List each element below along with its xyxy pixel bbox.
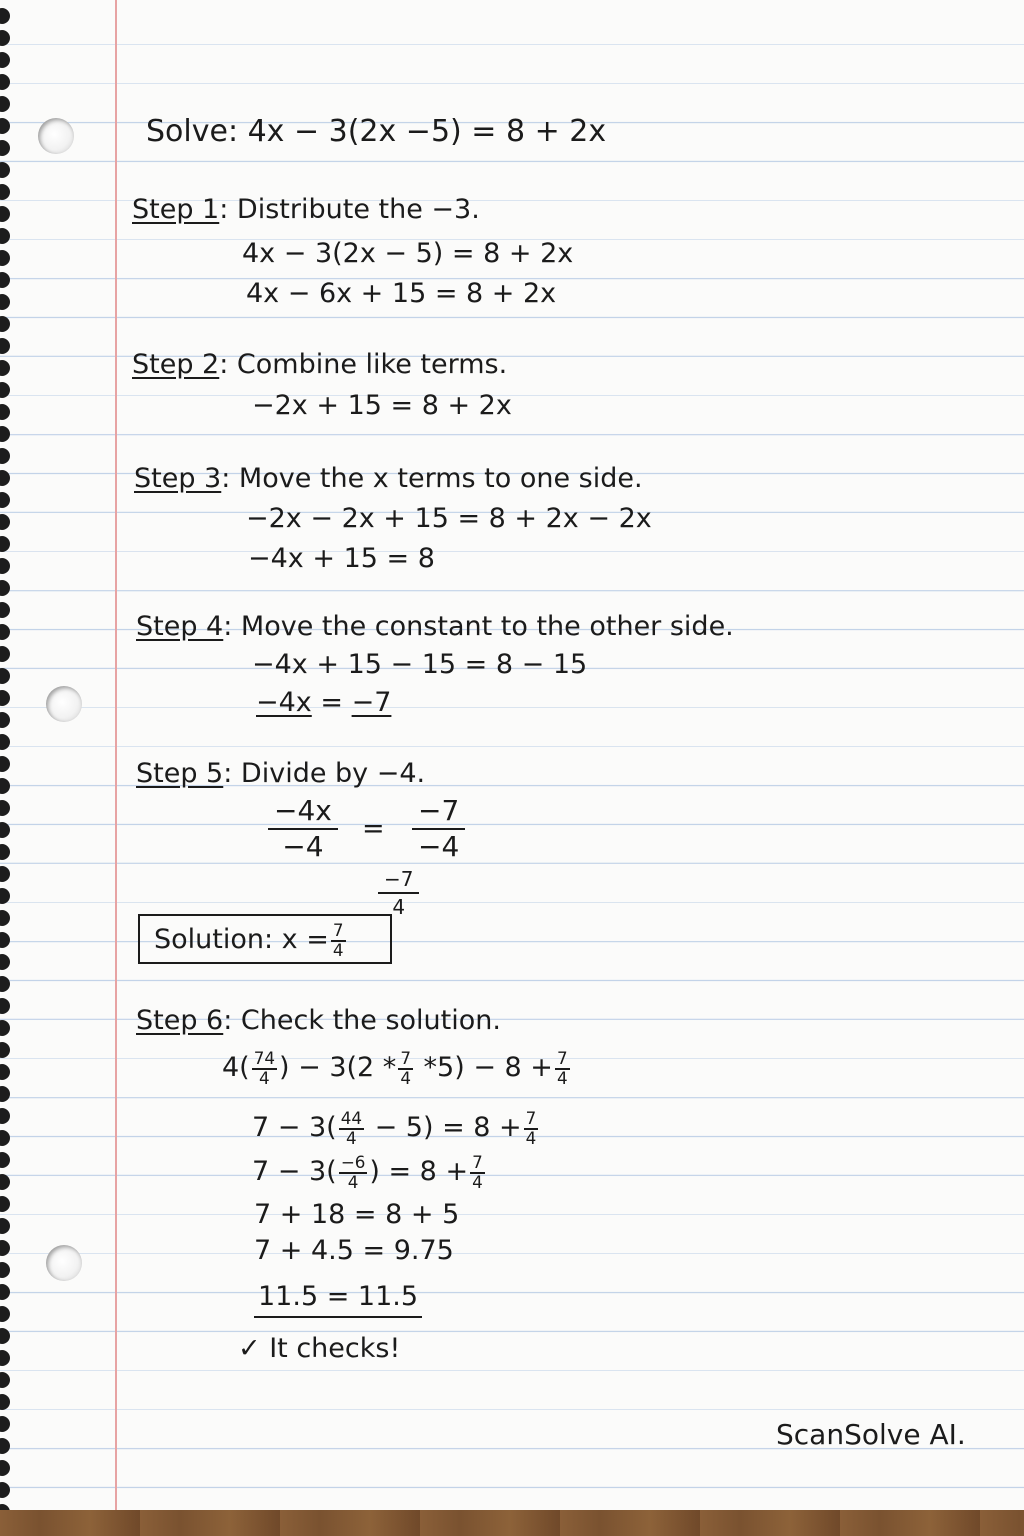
spiral-coil [0, 844, 10, 860]
spiral-coil [0, 624, 10, 640]
step6-l2-frac2-num: 7 [525, 1108, 537, 1128]
spiral-coil [0, 1460, 10, 1476]
spiral-binding [0, 0, 14, 1510]
spiral-coil [0, 646, 10, 662]
spiral-coil [0, 250, 10, 266]
spiral-coil [0, 756, 10, 772]
step5-right-numerator: −7 [412, 794, 465, 830]
spiral-coil [0, 140, 10, 156]
step3-label: Step 3 [134, 463, 222, 494]
spiral-coil [0, 1020, 10, 1036]
spiral-coil [0, 734, 10, 750]
step6-l1-frac2-num: 7 [400, 1048, 411, 1068]
step6-l1-frac1 [252, 1050, 277, 1087]
spiral-coil [0, 1438, 10, 1454]
step6-l1-frac3-den: 4 [556, 1067, 568, 1088]
spiral-coil [0, 228, 10, 244]
step1-text: : Distribute the −3. [219, 194, 480, 225]
spiral-coil [0, 602, 10, 618]
step4-line2-left: −4x [256, 687, 312, 718]
step6-l2-frac2 [524, 1110, 539, 1147]
step3-heading [134, 462, 643, 496]
spiral-coil [0, 1482, 10, 1498]
spiral-coil [0, 470, 10, 486]
step4-line2 [256, 686, 391, 720]
step6-l1-c: *5) − 8 + [414, 1052, 553, 1084]
spiral-coil [0, 800, 10, 816]
punch-hole-top [38, 118, 74, 154]
problem-statement: Solve: 4x − 3(2x −5) = 8 + 2x [146, 114, 607, 149]
step5-side-fraction [378, 866, 419, 920]
step2-heading [132, 348, 507, 382]
spiral-coil [0, 1218, 10, 1234]
step4-heading [136, 610, 734, 644]
step6-l2-frac1-den: 4 [346, 1127, 357, 1148]
step5-equals: = [362, 813, 385, 844]
step3-line2: −4x + 15 = 8 [248, 543, 435, 574]
spiral-coil [0, 360, 10, 376]
step6-final-underline [254, 1316, 422, 1318]
solution-denominator: 4 [332, 939, 344, 960]
step5-side-denominator: 4 [392, 895, 406, 919]
spiral-coil [0, 8, 10, 24]
step4-label: Step 4 [136, 611, 224, 642]
step5-left-fraction [268, 794, 338, 864]
spiral-coil [0, 294, 10, 310]
step5-right-fraction [412, 794, 465, 864]
spiral-coil [0, 206, 10, 222]
step5-right-denominator: −4 [418, 830, 460, 863]
step1-line2: 4x − 6x + 15 = 8 + 2x [246, 278, 557, 309]
spiral-coil [0, 1174, 10, 1190]
spiral-coil [0, 778, 10, 794]
step5-heading [136, 757, 425, 791]
spiral-coil [0, 1196, 10, 1212]
spiral-coil [0, 52, 10, 68]
spiral-coil [0, 1042, 10, 1058]
spiral-coil [0, 162, 10, 178]
spiral-coil [0, 30, 10, 46]
spiral-coil [0, 1130, 10, 1146]
spiral-coil [0, 1350, 10, 1366]
step6-l2-frac1 [339, 1110, 364, 1147]
spiral-coil [0, 1372, 10, 1388]
spiral-coil [0, 448, 10, 464]
step6-line5: 7 + 4.5 = 9.75 [254, 1235, 454, 1266]
spiral-coil [0, 74, 10, 90]
step6-l3-b: ) = 8 + [369, 1156, 469, 1188]
step6-l3-frac1 [339, 1154, 368, 1191]
step6-l2-frac2-den: 4 [525, 1127, 537, 1148]
step5-label: Step 5 [136, 758, 224, 789]
step6-l2-b: − 5) = 8 + [365, 1112, 522, 1144]
step5-text: : Divide by −4. [223, 758, 426, 789]
spiral-coil [0, 1108, 10, 1124]
step3-line1: −2x − 2x + 15 = 8 + 2x − 2x [246, 503, 652, 534]
spiral-coil [0, 404, 10, 420]
margin-line [115, 0, 117, 1510]
check-mark-text: ✓ It checks! [238, 1333, 401, 1364]
step6-l2-a: 7 − 3( [252, 1112, 337, 1144]
step6-l3-frac2-den: 4 [472, 1171, 483, 1192]
step1-line1: 4x − 3(2x − 5) = 8 + 2x [242, 238, 574, 269]
step4-line2-eq: = [320, 687, 343, 718]
step2-label: Step 2 [132, 349, 220, 380]
spiral-coil [0, 712, 10, 728]
step6-l1-b: ) − 3(2 * [279, 1052, 397, 1084]
step6-l3-frac1-den: 4 [347, 1171, 359, 1192]
spiral-coil [0, 580, 10, 596]
step6-l1-frac1-num: 74 [253, 1048, 276, 1068]
step6-text: : Check the solution. [223, 1005, 501, 1036]
step4-line2-right: −7 [351, 687, 392, 718]
step6-line2 [252, 1110, 540, 1147]
step6-l3-a: 7 − 3( [252, 1156, 337, 1188]
spiral-coil [0, 1328, 10, 1344]
step6-l3-frac1-num: −6 [340, 1152, 366, 1172]
step6-line3 [252, 1154, 487, 1191]
spiral-coil [0, 1262, 10, 1278]
step1-heading [132, 193, 480, 227]
solution-numerator: 7 [332, 920, 344, 940]
spiral-coil [0, 888, 10, 904]
spiral-coil [0, 932, 10, 948]
spiral-coil [0, 184, 10, 200]
step1-label: Step 1 [132, 194, 220, 225]
step6-l1-frac3-num: 7 [556, 1048, 568, 1068]
step4-line1: −4x + 15 − 15 = 8 − 15 [252, 649, 588, 680]
step6-l3-frac2 [470, 1154, 485, 1191]
solution-text [154, 922, 348, 959]
spiral-coil [0, 1306, 10, 1322]
spiral-coil [0, 118, 10, 134]
spiral-coil [0, 492, 10, 508]
step6-l2-frac1-num: 44 [340, 1108, 362, 1128]
spiral-coil [0, 668, 10, 684]
spiral-coil [0, 910, 10, 926]
watermark: ScanSolve AI. [776, 1418, 966, 1451]
spiral-coil [0, 272, 10, 288]
spiral-coil [0, 536, 10, 552]
step6-line4: 7 + 18 = 8 + 5 [254, 1199, 460, 1230]
step4-text: : Move the constant to the other side. [223, 611, 734, 642]
step6-l1-a: 4( [222, 1052, 250, 1084]
spiral-coil [0, 426, 10, 442]
step5-left-numerator: −4x [268, 794, 338, 830]
step6-l3-frac2-num: 7 [472, 1152, 483, 1172]
spiral-coil [0, 690, 10, 706]
punch-hole-bottom [46, 1245, 82, 1281]
spiral-coil [0, 558, 10, 574]
step3-text: : Move the x terms to one side. [221, 463, 643, 494]
spiral-coil [0, 998, 10, 1014]
spiral-coil [0, 382, 10, 398]
spiral-coil [0, 1086, 10, 1102]
spiral-coil [0, 1240, 10, 1256]
step2-text: : Combine like terms. [219, 349, 508, 380]
solution-prefix: Solution: x = [154, 924, 329, 956]
spiral-coil [0, 316, 10, 332]
spiral-coil [0, 976, 10, 992]
spiral-coil [0, 954, 10, 970]
spiral-coil [0, 822, 10, 838]
punch-hole-middle [46, 686, 82, 722]
step5-side-numerator: −7 [378, 866, 419, 894]
wooden-table-edge [0, 1510, 1024, 1536]
spiral-coil [0, 1394, 10, 1410]
step6-l1-frac2 [398, 1050, 413, 1087]
step6-line1 [222, 1050, 572, 1087]
step2-line1: −2x + 15 = 8 + 2x [252, 390, 512, 421]
spiral-coil [0, 1152, 10, 1168]
step6-l1-frac3 [555, 1050, 570, 1087]
step6-heading [136, 1004, 501, 1038]
step6-l1-frac2-den: 4 [400, 1067, 411, 1088]
spiral-coil [0, 1064, 10, 1080]
spiral-coil [0, 1284, 10, 1300]
spiral-coil [0, 1416, 10, 1432]
spiral-coil [0, 338, 10, 354]
step6-l1-frac1-den: 4 [259, 1067, 270, 1088]
step5-left-denominator: −4 [282, 830, 324, 863]
spiral-coil [0, 866, 10, 882]
spiral-coil [0, 96, 10, 112]
spiral-coil [0, 514, 10, 530]
solution-fraction [331, 922, 346, 959]
step6-line6: 11.5 = 11.5 [258, 1281, 419, 1312]
step6-label: Step 6 [136, 1005, 224, 1036]
